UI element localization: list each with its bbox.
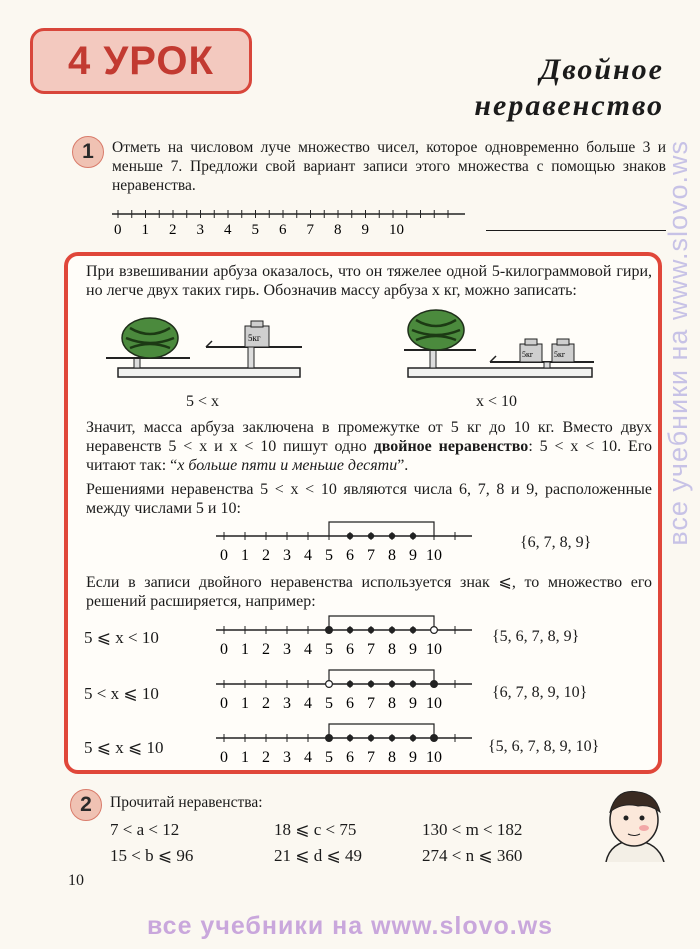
solution-point: [389, 681, 395, 687]
boy-illustration: [598, 786, 668, 862]
axis-tick-label: 6: [346, 641, 354, 658]
axis-tick-label: 9: [409, 641, 417, 658]
axis-tick-label: 1: [241, 695, 249, 712]
axis-tick-label: 10: [426, 749, 442, 766]
axis-tick-label: 1: [241, 547, 249, 564]
solution-set-example-3: {5, 6, 7, 8, 9, 10}: [488, 738, 600, 755]
axis-tick-label: 9: [409, 547, 417, 564]
weight-label: 5кг: [554, 350, 566, 359]
axis-tick-label: 1: [241, 749, 249, 766]
axis-tick-label: 9: [409, 695, 417, 712]
axis-tick-label: 0: [220, 695, 228, 712]
axis-tick-label: 6: [346, 695, 354, 712]
watermark-side: все учебники на www.slovo.ws: [663, 140, 693, 546]
number-line-main: [214, 516, 476, 568]
interval-bracket: [329, 670, 434, 684]
solution-point: [410, 627, 416, 633]
solution-point: [410, 735, 416, 741]
solution-point: [326, 627, 333, 634]
solution-point: [326, 735, 333, 742]
axis-tick-label: 2: [262, 547, 270, 564]
axis-tick-label: 4: [304, 695, 312, 712]
task1-answer-line[interactable]: [486, 229, 666, 231]
axis-tick-label: 1: [241, 641, 249, 658]
watermark-bottom: все учебники на www.slovo.ws: [146, 912, 554, 940]
task1-number: 1: [72, 136, 104, 168]
weight-icon: [520, 339, 542, 362]
weight-label: 5кг: [522, 350, 534, 359]
watermelon-icon: [408, 310, 464, 350]
task1-number-line: [110, 205, 470, 239]
axis-tick-label: 7: [367, 695, 375, 712]
rule-paragraph-double-inequality: [86, 418, 652, 475]
page-title-line2: неравенство: [474, 89, 664, 122]
axis-tick-label: 8: [388, 547, 396, 564]
axis-tick-label: 2: [169, 222, 177, 238]
para2-text-c: ”.: [397, 457, 409, 474]
example-inequality-1: 5 ⩽ x < 10: [84, 628, 159, 647]
axis-tick-label: 3: [283, 749, 291, 766]
page-number: 10: [68, 872, 84, 889]
solution-point: [347, 627, 353, 633]
axis-tick-label: 4: [304, 641, 312, 658]
solution-point: [410, 533, 416, 539]
scale-watermelon-vs-one-weight: [98, 312, 308, 388]
solution-point: [389, 627, 395, 633]
example-inequality-3: 5 ⩽ x ⩽ 10: [84, 738, 164, 757]
axis-tick-label: 0: [220, 749, 228, 766]
axis-tick-label: 3: [283, 547, 291, 564]
watermelon-icon: [122, 318, 178, 358]
weight-label: 5кг: [248, 333, 261, 343]
task2-item: 130 < m < 182: [422, 820, 523, 839]
axis-tick-label: 2: [262, 695, 270, 712]
axis-tick-label: 8: [388, 641, 396, 658]
axis-tick-label: 7: [306, 222, 314, 238]
axis-tick-label: 6: [346, 547, 354, 564]
axis-tick-label: 4: [224, 222, 232, 238]
axis-tick-label: 2: [262, 641, 270, 658]
axis-tick-label: 0: [220, 547, 228, 564]
axis-tick-label: 4: [304, 749, 312, 766]
term-double-inequality: двойное неравенство: [373, 438, 529, 455]
task2-text: Прочитай неравенства:: [110, 794, 263, 811]
para2-text-a: Значит, масса арбуза заключена в промежутке от 5 кг до 10 кг. Вместо двух неравенств 5 < x и x < 10 пишут одно: [86, 419, 652, 455]
para2-reading: x больше пяти и меньше десяти: [177, 457, 398, 474]
number-line-example-3: [214, 718, 476, 770]
axis-tick-label: 6: [279, 222, 287, 238]
task2-item: 274 < n ⩽ 360: [422, 846, 523, 865]
number-line-ticks: [112, 210, 465, 238]
axis-tick-label: 3: [283, 695, 291, 712]
number-line-example-1: [214, 610, 476, 662]
task2-item: 15 < b ⩽ 96: [110, 846, 194, 865]
para2-text-b: : 5 < x < 10. Его читают так: “: [86, 438, 652, 474]
axis-tick-label: 0: [220, 641, 228, 658]
scale1-caption: 5 < x: [186, 393, 220, 410]
axis-tick-label: 5: [251, 222, 259, 238]
solution-point: [368, 533, 374, 539]
axis-tick-label: 5: [325, 749, 333, 766]
task2-number: 2: [70, 789, 102, 821]
solution-point: [431, 681, 438, 688]
interval-bracket: [329, 522, 434, 536]
task1-text: Отметь на числовом луче множество чисел, которое одновременно больше 3 и меньше 7. Предложи свой вариант записи этого множества с помощью знаков неравенства.: [112, 139, 666, 194]
axis-tick-label: 8: [388, 695, 396, 712]
solution-point: [347, 735, 353, 741]
page-title-line1: Двойное: [539, 53, 664, 86]
task2-item: 18 ⩽ c < 75: [274, 820, 357, 839]
number-line-example-2: [214, 664, 476, 716]
axis-tick-label: 5: [325, 695, 333, 712]
task2-item: 21 ⩽ d ⩽ 49: [274, 846, 362, 865]
open-endpoint: [326, 681, 333, 688]
axis-tick-label: 8: [334, 222, 342, 238]
solution-point: [368, 735, 374, 741]
task2-item: 7 < a < 12: [110, 820, 180, 839]
axis-tick-label: 5: [325, 641, 333, 658]
axis-tick-label: 1: [141, 222, 149, 238]
weight-icon: [552, 339, 574, 362]
axis-tick-label: 9: [361, 222, 369, 238]
solution-point: [389, 533, 395, 539]
axis-tick-label: 10: [426, 547, 442, 564]
axis-tick-label: 7: [367, 547, 375, 564]
solution-point: [431, 735, 438, 742]
rule-paragraph-solutions: Решениями неравенства 5 < x < 10 являются числа 6, 7, 8 и 9, расположенные между числами 5 и 10:: [86, 481, 652, 517]
solution-set-example-2: {6, 7, 8, 9, 10}: [492, 684, 588, 701]
open-endpoint: [431, 627, 438, 634]
lesson-badge: [30, 28, 252, 94]
axis-tick-label: 7: [367, 641, 375, 658]
axis-tick-label: 9: [409, 749, 417, 766]
axis-tick-label: 0: [114, 222, 122, 238]
scale2-caption: x < 10: [476, 393, 518, 410]
axis-tick-label: 10: [389, 222, 404, 238]
axis-tick-label: 8: [388, 749, 396, 766]
axis-tick-label: 5: [325, 547, 333, 564]
axis-tick-label: 10: [426, 695, 442, 712]
solution-point: [410, 681, 416, 687]
rule-paragraph-non-strict: Если в записи двойного неравенства используется знак ⩽, то множество его решений расширяется, например:: [86, 574, 652, 610]
lesson-badge-label: 4 УРОК: [68, 39, 214, 83]
interval-bracket: [329, 724, 434, 738]
axis-tick-label: 2: [262, 749, 270, 766]
example-inequality-2: 5 < x ⩽ 10: [84, 684, 159, 703]
axis-tick-label: 4: [304, 547, 312, 564]
solution-point: [347, 681, 353, 687]
solution-point: [368, 681, 374, 687]
solution-point: [389, 735, 395, 741]
axis-tick-label: 6: [346, 749, 354, 766]
axis-tick-label: 3: [196, 222, 204, 238]
solution-set-example-1: {5, 6, 7, 8, 9}: [492, 628, 580, 645]
solution-point: [368, 627, 374, 633]
axis-tick-label: 10: [426, 641, 442, 658]
axis-tick-label: 7: [367, 749, 375, 766]
weight-icon: [245, 321, 269, 347]
solution-point: [347, 533, 353, 539]
scale-watermelon-vs-two-weights: [404, 306, 600, 388]
interval-bracket: [329, 616, 434, 630]
rule-intro: При взвешивании арбуза оказалось, что он тяжелее одной 5-килограммовой гири, но легче двух таких гирь. Обозначив массу арбуза x кг, можно записать:: [86, 263, 652, 299]
axis-tick-label: 3: [283, 641, 291, 658]
solution-set-main: {6, 7, 8, 9}: [520, 534, 592, 551]
